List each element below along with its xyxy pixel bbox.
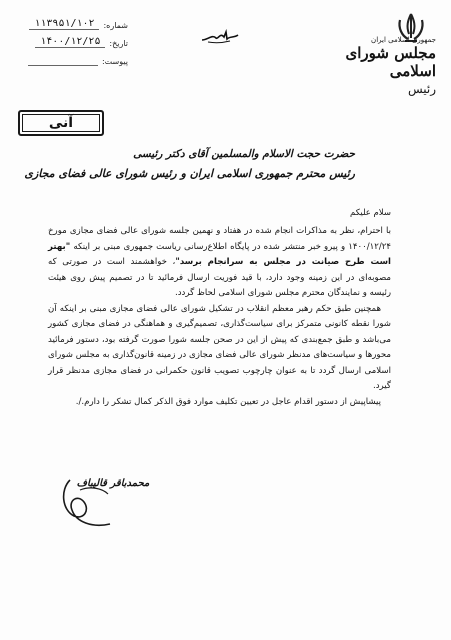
- number-value: ۱۱۳۹۵۱/۱۰۲: [29, 18, 99, 30]
- number-row: [8, 12, 128, 30]
- date-label: تاریخ:: [109, 39, 128, 48]
- greeting: سلام علیکم: [350, 208, 391, 218]
- attachment-value: [28, 65, 98, 66]
- letter-body: [48, 224, 391, 410]
- signatory-name: محمدباقر قالیباف: [76, 478, 150, 489]
- addressee-line-1: حضرت حجت الاسلام والمسلمین آقای دکتر رئیسی: [133, 148, 355, 160]
- parliament-name: مجلس شورای اسلامی: [345, 44, 436, 80]
- paragraph-1-quote: "بهتر است طرح صیانت در مجلس به سرانجام برسد": [48, 241, 391, 267]
- bismillah-calligraphy-icon: [200, 28, 240, 44]
- paragraph-1-start: با احترام، نظر به مذاکرات انجام شده در هفتاد و نهمین جلسه شورای عالی فضای مجازی مورخ ۱۴۰۰/۱۲/۲۴ و پیرو خبر منتشر شده در پایگاه اطلاع‌رسانی ریاست جمهوری مبنی بر اینکه: [48, 226, 391, 252]
- parliament-header: [338, 36, 436, 96]
- paragraph-3: پیشاپیش از دستور اقدام عاجل در تعیین تکلیف موارد فوق الذکر کمال تشکر را دارم./.: [75, 396, 381, 407]
- date-row: [8, 30, 128, 48]
- urgency-stamp: آنی: [18, 110, 104, 136]
- attachment-row: [8, 48, 128, 66]
- paragraph-1-end: ، خواهشمند است در صورتی که مصوبه‌ای در این زمینه وجود دارد، با قید فوریت ارسال فرمائید تا در تصمیم پیش روی هیئت رئیسه و نمایندگان محترم مجلس شورای اسلامی لحاظ گردد.: [48, 257, 391, 298]
- addressee-line-2: رئیس محترم جمهوری اسلامی ایران و رئیس شورای عالی فضای مجازی: [24, 167, 355, 180]
- number-label: شماره:: [103, 21, 128, 30]
- paragraph-2: همچنین طبق حکم رهبر معظم انقلاب در تشکیل شورای عالی فضای مجازی مبنی بر اینکه آن شورا نقطه کانونی متمرکز برای سیاست‌گذاری، تصمیم‌گیری و هماهنگی در فضای مجازی کشور می‌باشد و طبق جمع‌بندی که پیش از این در صحن جلسه شورا صورت گرفته بود، دستور فرمائید محورها و سیاست‌های مدنظر شورای عالی فضای مجازی در زمینه قانون‌گذاری به مجلس شورای اسلامی ارسال گردد تا به عنوان چارچوب تصویب قانون حکمرانی در فضای مجازی مدنظر قرار گیرد.: [48, 303, 391, 391]
- attachment-label: پیوست:: [101, 57, 128, 66]
- paragraph-1: [48, 224, 391, 302]
- letter-meta: [8, 12, 128, 66]
- office-title: رئیس: [407, 82, 436, 96]
- country-name: جمهوری اسلامی ایران: [371, 36, 436, 44]
- date-value: ۱۴۰۰/۱۲/۲۵: [35, 36, 105, 48]
